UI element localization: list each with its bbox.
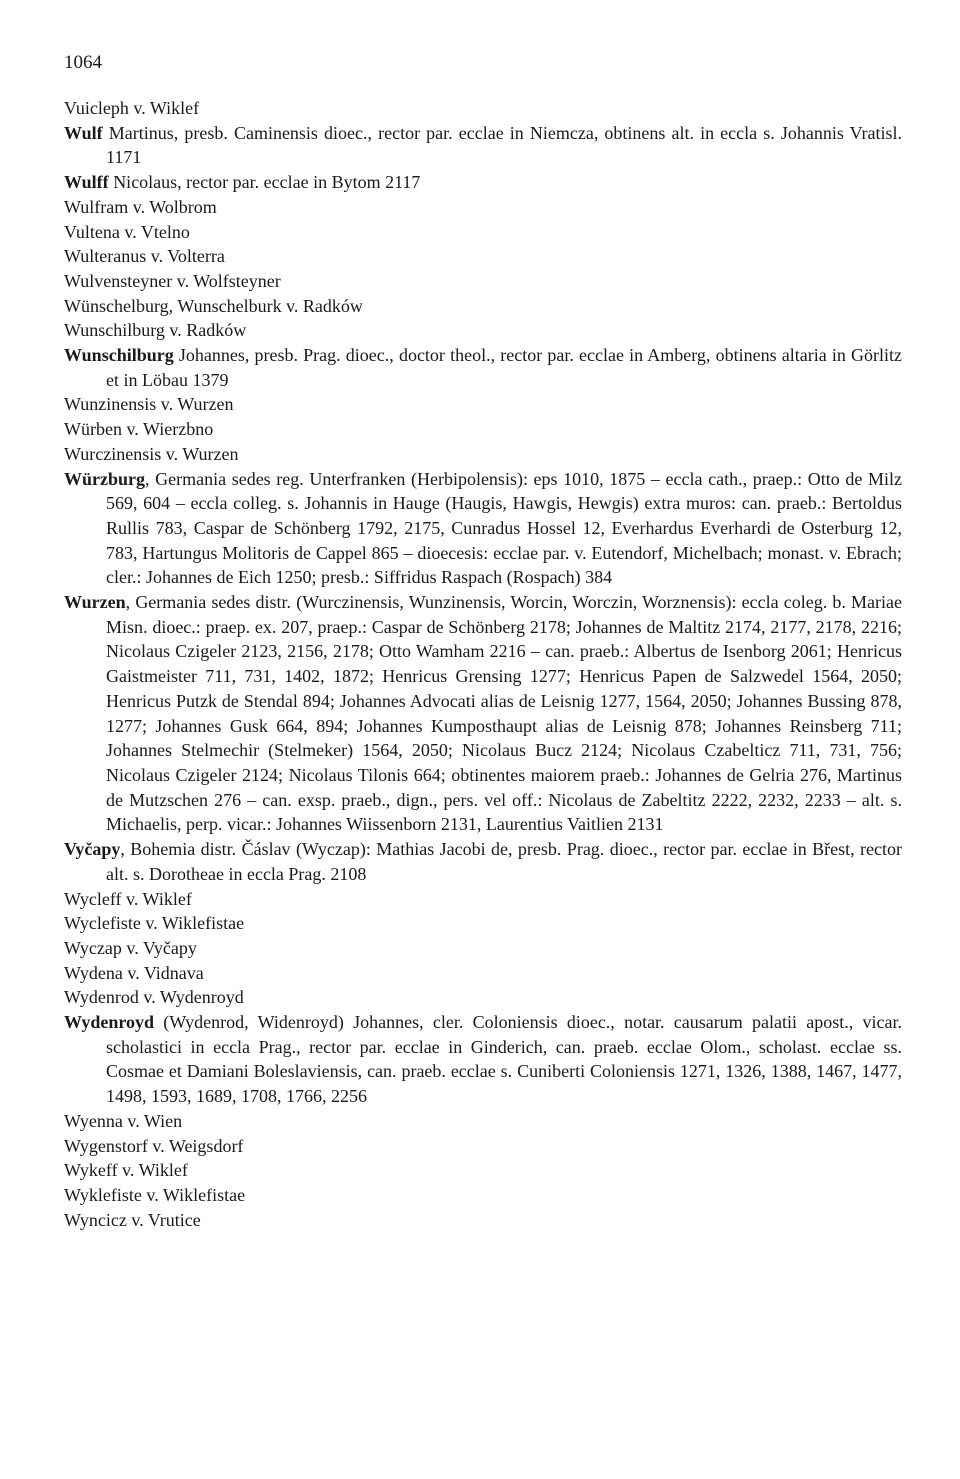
entry-wydenrod — [64, 985, 902, 1010]
entry-vycapy — [64, 837, 902, 886]
entry-wygenstorf — [64, 1134, 902, 1159]
entry-wycleff — [64, 887, 902, 912]
entry-text: Johannes, presb. Prag. dioec., doctor theol., rector par. ecclae in Amberg, obtinens altaria in Görlitz et in Löbau 1379 — [106, 345, 902, 390]
entry-text: Vultena v. Vtelno — [64, 221, 190, 242]
entry-wunschilburg-ref — [64, 318, 902, 343]
entry-text: Wyclefiste v. Wiklefistae — [64, 913, 245, 934]
entry-wykeff — [64, 1158, 902, 1183]
entry-wulfram — [64, 195, 902, 220]
entry-text: , Bohemia distr. Čáslav (Wyczap): Mathias Jacobi de, presb. Prag. dioec., rector par. ecclae in Břest, rector alt. s. Dorotheae in eccla Prag. 2108 — [106, 839, 902, 884]
entry-wurzburg — [64, 467, 902, 591]
entry-wurben — [64, 417, 902, 442]
entry-text: Wulvensteyner v. Wolfsteyner — [64, 270, 281, 291]
entry-wulteranus — [64, 244, 902, 269]
page-number: 1064 — [64, 52, 102, 73]
entry-text: Wünschelburg, Wunschelburk v. Radków — [64, 295, 363, 316]
entry-text: Wurczinensis v. Wurzen — [64, 443, 239, 464]
entry-text: , Germania sedes reg. Unterfranken (Herbipolensis): eps 1010, 1875 – eccla cath., praep.: Otto de Milz 569, 604 – eccla colleg. s. Johannis in Hauge (Haugis, Hawgis, Hewgis) extra muros: can. praeb.: Bertoldus Rullis 783, Caspar de Schönberg 1792, 2175, Cunradus Hossel 12, Everhardus Everhardi de Osterburg 12, 783, Hartungus Molitoris de Cappel 865 – dioecesis: ecclae par. v. Eutendorf, Michelbach; monast. v. Ebrach; cler.: Johannes de Eich 1250; presb.: Siffridus Raspach (Rospach) 384 — [106, 468, 902, 588]
entry-wulff-nicolaus — [64, 170, 902, 195]
entry-text: Wydenrod v. Wydenroyd — [64, 987, 244, 1008]
entry-text: Vuicleph v. Wiklef — [64, 98, 200, 118]
entry-text: Wydena v. Vidnava — [64, 962, 204, 983]
entry-wurczinensis — [64, 442, 902, 467]
entry-text: Wygenstorf v. Weigsdorf — [64, 1135, 244, 1156]
entry-text: Wunschilburg v. Radków — [64, 320, 247, 341]
entry-wydenroyd — [64, 1010, 902, 1109]
entry-wydena — [64, 961, 902, 986]
entry-text: Martinus, presb. Caminensis dioec., rector par. ecclae in Niemcza, obtinens alt. in eccla s. Johannis Vratisl. 1171 — [102, 122, 902, 168]
entry-text: Wycleff v. Wiklef — [64, 888, 192, 909]
entry-text: Wyklefiste v. Wiklefistae — [64, 1184, 246, 1205]
entry-text: Wykeff v. Wiklef — [64, 1160, 188, 1181]
entry-text: , Germania sedes distr. (Wurczinensis, Wunzinensis, Worcin, Worczin, Worznensis): eccla coleg. b. Mariae Misn. dioec.: praep. ex. 207, praep.: Caspar de Schönberg 2178; Johannes de Maltitz 2174, 2177, 2178, 2216; Nicolaus Czigeler 2123, 2156, 2178; Otto Wamham 2216 – can. praeb.: Albertus de Isenborg 2061; Henricus Gaistmeister 711, 731, 1402, 1872; Henricus Grensing 1277; Henricus Papen de Salzwedel 1564, 2050; Henricus Putzk de Stendal 894; Johannes Advocati alias de Leisnig 1277, 1564, 2050; Johannes Bussing 878, 1277; Johannes Gusk 664, 894; Johannes Kumposthaupt alias de Leisnig 878; Johannes Reinsberg 711; Johannes Stelmechir (Stelmeker) 1564, 2050; Nicolaus Bucz 2124; Nicolaus Czabelticz 711, 731, 756; Nicolaus Czigeler 2124; Nicolaus Tilonis 664; obtinentes maiorem praeb.: Johannes de Gelria 276, Martinus de Mutzschen 276 – can. exsp. praeb., dign., pers. vel off.: Nicolaus de Zabeltitz 2222, 2232, 2233 – alt. s. Michaelis, perp. vicar.: Johannes Wiissenborn 2131, Laurentius Vaitlien 2131 — [106, 592, 902, 835]
entry-wunschelburg — [64, 294, 902, 319]
entry-text: (Wydenrod, Widenroyd) Johannes, cler. Coloniensis dioec., notar. causarum palatii apost., vicar. scholastici in eccla Prag., rector par. ecclae in Ginderich, can. praeb. ecclae Olom., scholast. ecclae ss. Cosmae et Damiani Boleslaviensis, can. praeb. ecclae s. Cuniberti Coloniensis 1271, 1326, 1388, 1467, 1477, 1498, 1593, 1689, 1708, 1766, 2256 — [106, 1012, 902, 1107]
entry-text: Wulteranus v. Volterra — [64, 246, 225, 267]
entry-wyklefiste — [64, 1183, 902, 1208]
entry-text: Würben v. Wierzbno — [64, 419, 214, 440]
entry-headword: Wunschilburg — [64, 345, 174, 366]
entry-vultena — [64, 220, 902, 245]
entry-wyenna — [64, 1109, 902, 1134]
entry-wurzen — [64, 590, 902, 837]
entry-wulvensteyner — [64, 269, 902, 294]
entry-headword: Wurzen — [64, 592, 126, 613]
entry-headword: Würzburg — [64, 468, 145, 489]
entry-vuicleph — [64, 96, 902, 121]
entry-wulf-martinus — [64, 121, 902, 170]
entry-text: Nicolaus, rector par. ecclae in Bytom 2117 — [108, 172, 421, 193]
entry-wyclefiste — [64, 911, 902, 936]
entry-headword: Wulf — [64, 122, 103, 143]
entry-text: Wyncicz v. Vrutice — [64, 1209, 201, 1230]
entry-wyczap — [64, 936, 902, 961]
entry-list — [64, 96, 902, 1232]
entry-wyncicz — [64, 1208, 902, 1233]
entry-text: Wunzinensis v. Wurzen — [64, 394, 234, 415]
entry-headword: Vyčapy — [64, 839, 121, 860]
entry-headword: Wulff — [64, 172, 109, 193]
entry-wunschilburg-johannes — [64, 343, 902, 392]
entry-headword: Wydenroyd — [64, 1012, 155, 1033]
entry-text: Wulfram v. Wolbrom — [64, 196, 217, 217]
entry-text: Wyenna v. Wien — [64, 1110, 183, 1131]
entry-wunzinensis — [64, 392, 902, 417]
entry-text: Wyczap v. Vyčapy — [64, 937, 197, 958]
